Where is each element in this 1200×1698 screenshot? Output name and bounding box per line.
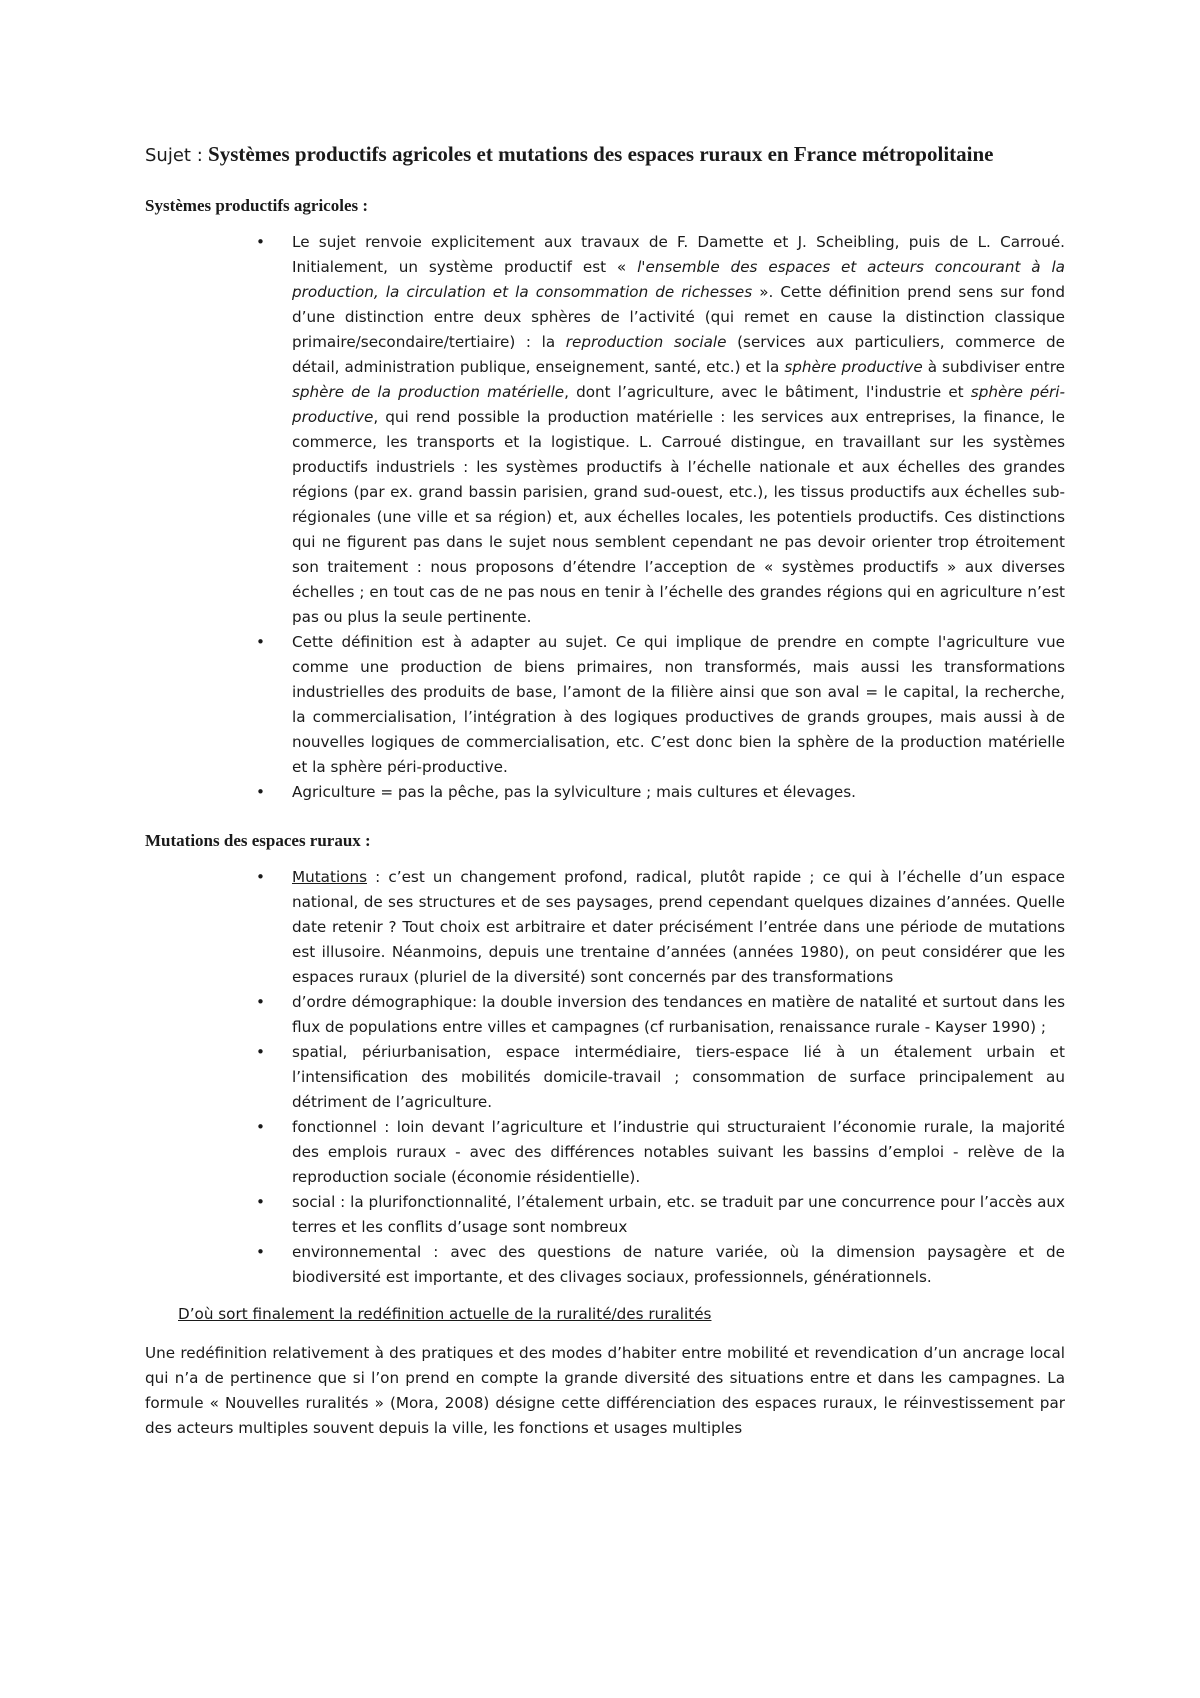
underlined-term: Mutations (292, 868, 367, 886)
title-text: Systèmes productifs agricoles et mutations des espaces ruraux en France métropolitaine (208, 142, 994, 166)
list-item (292, 865, 1065, 990)
list-item: • spatial, périurbanisation, espace intermédiaire, tiers-espace lié à un étalement urbain et l’intensification des mobilités domicile-travail ; consommation de surface principalement au détriment de l’agriculture. (292, 1040, 1065, 1115)
list-item (292, 230, 1065, 630)
italic-term: reproduction sociale (565, 333, 727, 351)
italic-term: sphère péri-productive (292, 383, 1065, 426)
list-item: • Agriculture = pas la pêche, pas la sylviculture ; mais cultures et élevages. (292, 780, 1065, 805)
italic-term: sphère productive (784, 358, 923, 376)
text-run: Le sujet renvoie explicitement aux travaux de F. Damette et J. Scheibling, puis de L. Carroué. Initialement, un système productif est « (292, 233, 1065, 276)
subheading: D’où sort finalement la redéfinition actuelle de la ruralité/des ruralités (178, 1305, 712, 1323)
text-run: (services aux particuliers, commerce de détail, administration publique, enseignement, santé, etc.) et la (292, 333, 1065, 376)
text-run: : c’est un changement profond, radical, plutôt rapide ; ce qui à l’échelle d’un espace national, de ses structures et de ses paysages, prend cependant quelques dizaines d’années. Quelle date retenir ? Tout choix est arbitraire et dater précisément l’entrée dans une période de mutations est illusoire. Néanmoins, depuis une trentaine d’années (années 1980), on peut considérer que les espaces ruraux (pluriel de la diversité) sont concernés par des transformations (292, 868, 1065, 986)
list-item: • environnemental : avec des questions de nature variée, où la dimension paysagère et de biodiversité est importante, et des clivages sociaux, professionnels, générationnels. (292, 1240, 1065, 1290)
document-title (145, 140, 1065, 170)
section-heading-mutations: Mutations des espaces ruraux : (145, 831, 371, 850)
closing-paragraph: Une redéfinition relativement à des pratiques et des modes d’habiter entre mobilité et revendication d’un ancrage local qui n’a de pertinence que si l’on prend en compte la grande diversité des situations entre et dans les campagnes. La formule « Nouvelles ruralités » (Mora, 2008) désigne cette différenciation des espaces ruraux, le réinvestissement par des acteurs multiples souvent depuis la ville, les fonctions et usages multiples (145, 1344, 1065, 1437)
section-heading-systemes: Systèmes productifs agricoles : (145, 196, 369, 215)
list-item: • Cette définition est à adapter au sujet. Ce qui implique de prendre en compte l'agriculture vue comme une production de biens primaires, non transformés, mais aussi les transformations industrielles des produits de base, l’amont de la filière ainsi que son aval = le capital, la recherche, la commercialisation, l’intégration à des logiques productives de grands groupes, mais aussi à de nouvelles logiques de commercialisation, etc. C’est donc bien la sphère de la production matérielle et la sphère péri-productive. (292, 630, 1065, 780)
document-page (145, 140, 1065, 1441)
list-item: • d’ordre démographique: la double inversion des tendances en matière de natalité et surtout dans les flux de populations entre villes et campagnes (cf rurbanisation, renaissance rurale - Kayser 1990) ; (292, 990, 1065, 1040)
bullet-list-systemes (145, 230, 1065, 805)
italic-term: sphère de la production matérielle (292, 383, 565, 401)
text-run: ». Cette définition prend sens sur fond d’une distinction entre deux sphères de l’activité (qui remet en cause la distinction classique primaire/secondaire/tertiaire) : la (292, 283, 1066, 351)
text-run: , qui rend possible la production matérielle : les services aux entreprises, la finance, le commerce, les transports et la logistique. L. Carroué distingue, en travaillant sur les systèmes productifs industriels : les systèmes productifs à l’échelle nationale et aux échelles des grandes régions (par ex. grand bassin parisien, grand sud-ouest, etc.), les tissus productifs aux échelles sub-régionales (une ville et sa région) et, aux échelles locales, les potentiels productifs. Ces distinctions qui ne figurent pas dans le sujet nous semblent cependant ne pas devoir orienter trop étroitement son traitement : nous proposons d’étendre l’acception de « systèmes productifs » aux diverses échelles ; en tout cas de ne pas nous en tenir à l’échelle des grandes régions qui en agriculture n’est pas ou plus la seule pertinente. (292, 408, 1065, 626)
title-label: Sujet : (145, 145, 203, 166)
list-item: • social : la plurifonctionnalité, l’étalement urbain, etc. se traduit par une concurrence pour l’accès aux terres et les conflits d’usage sont nombreux (292, 1190, 1065, 1240)
list-item: • fonctionnel : loin devant l’agriculture et l’industrie qui structuraient l’économie rurale, la majorité des emplois ruraux - avec des différences notables suivant les bassins d’emploi - relève de la reproduction sociale (économie résidentielle). (292, 1115, 1065, 1190)
text-run: à subdiviser entre (922, 358, 1065, 376)
bullet-list-mutations (145, 865, 1065, 1290)
text-run: , dont l’agriculture, avec le bâtiment, l'industrie et (564, 383, 971, 401)
italic-quote: l'ensemble des espaces et acteurs concourant à la production, la circulation et la consommation de richesses (292, 258, 1065, 301)
